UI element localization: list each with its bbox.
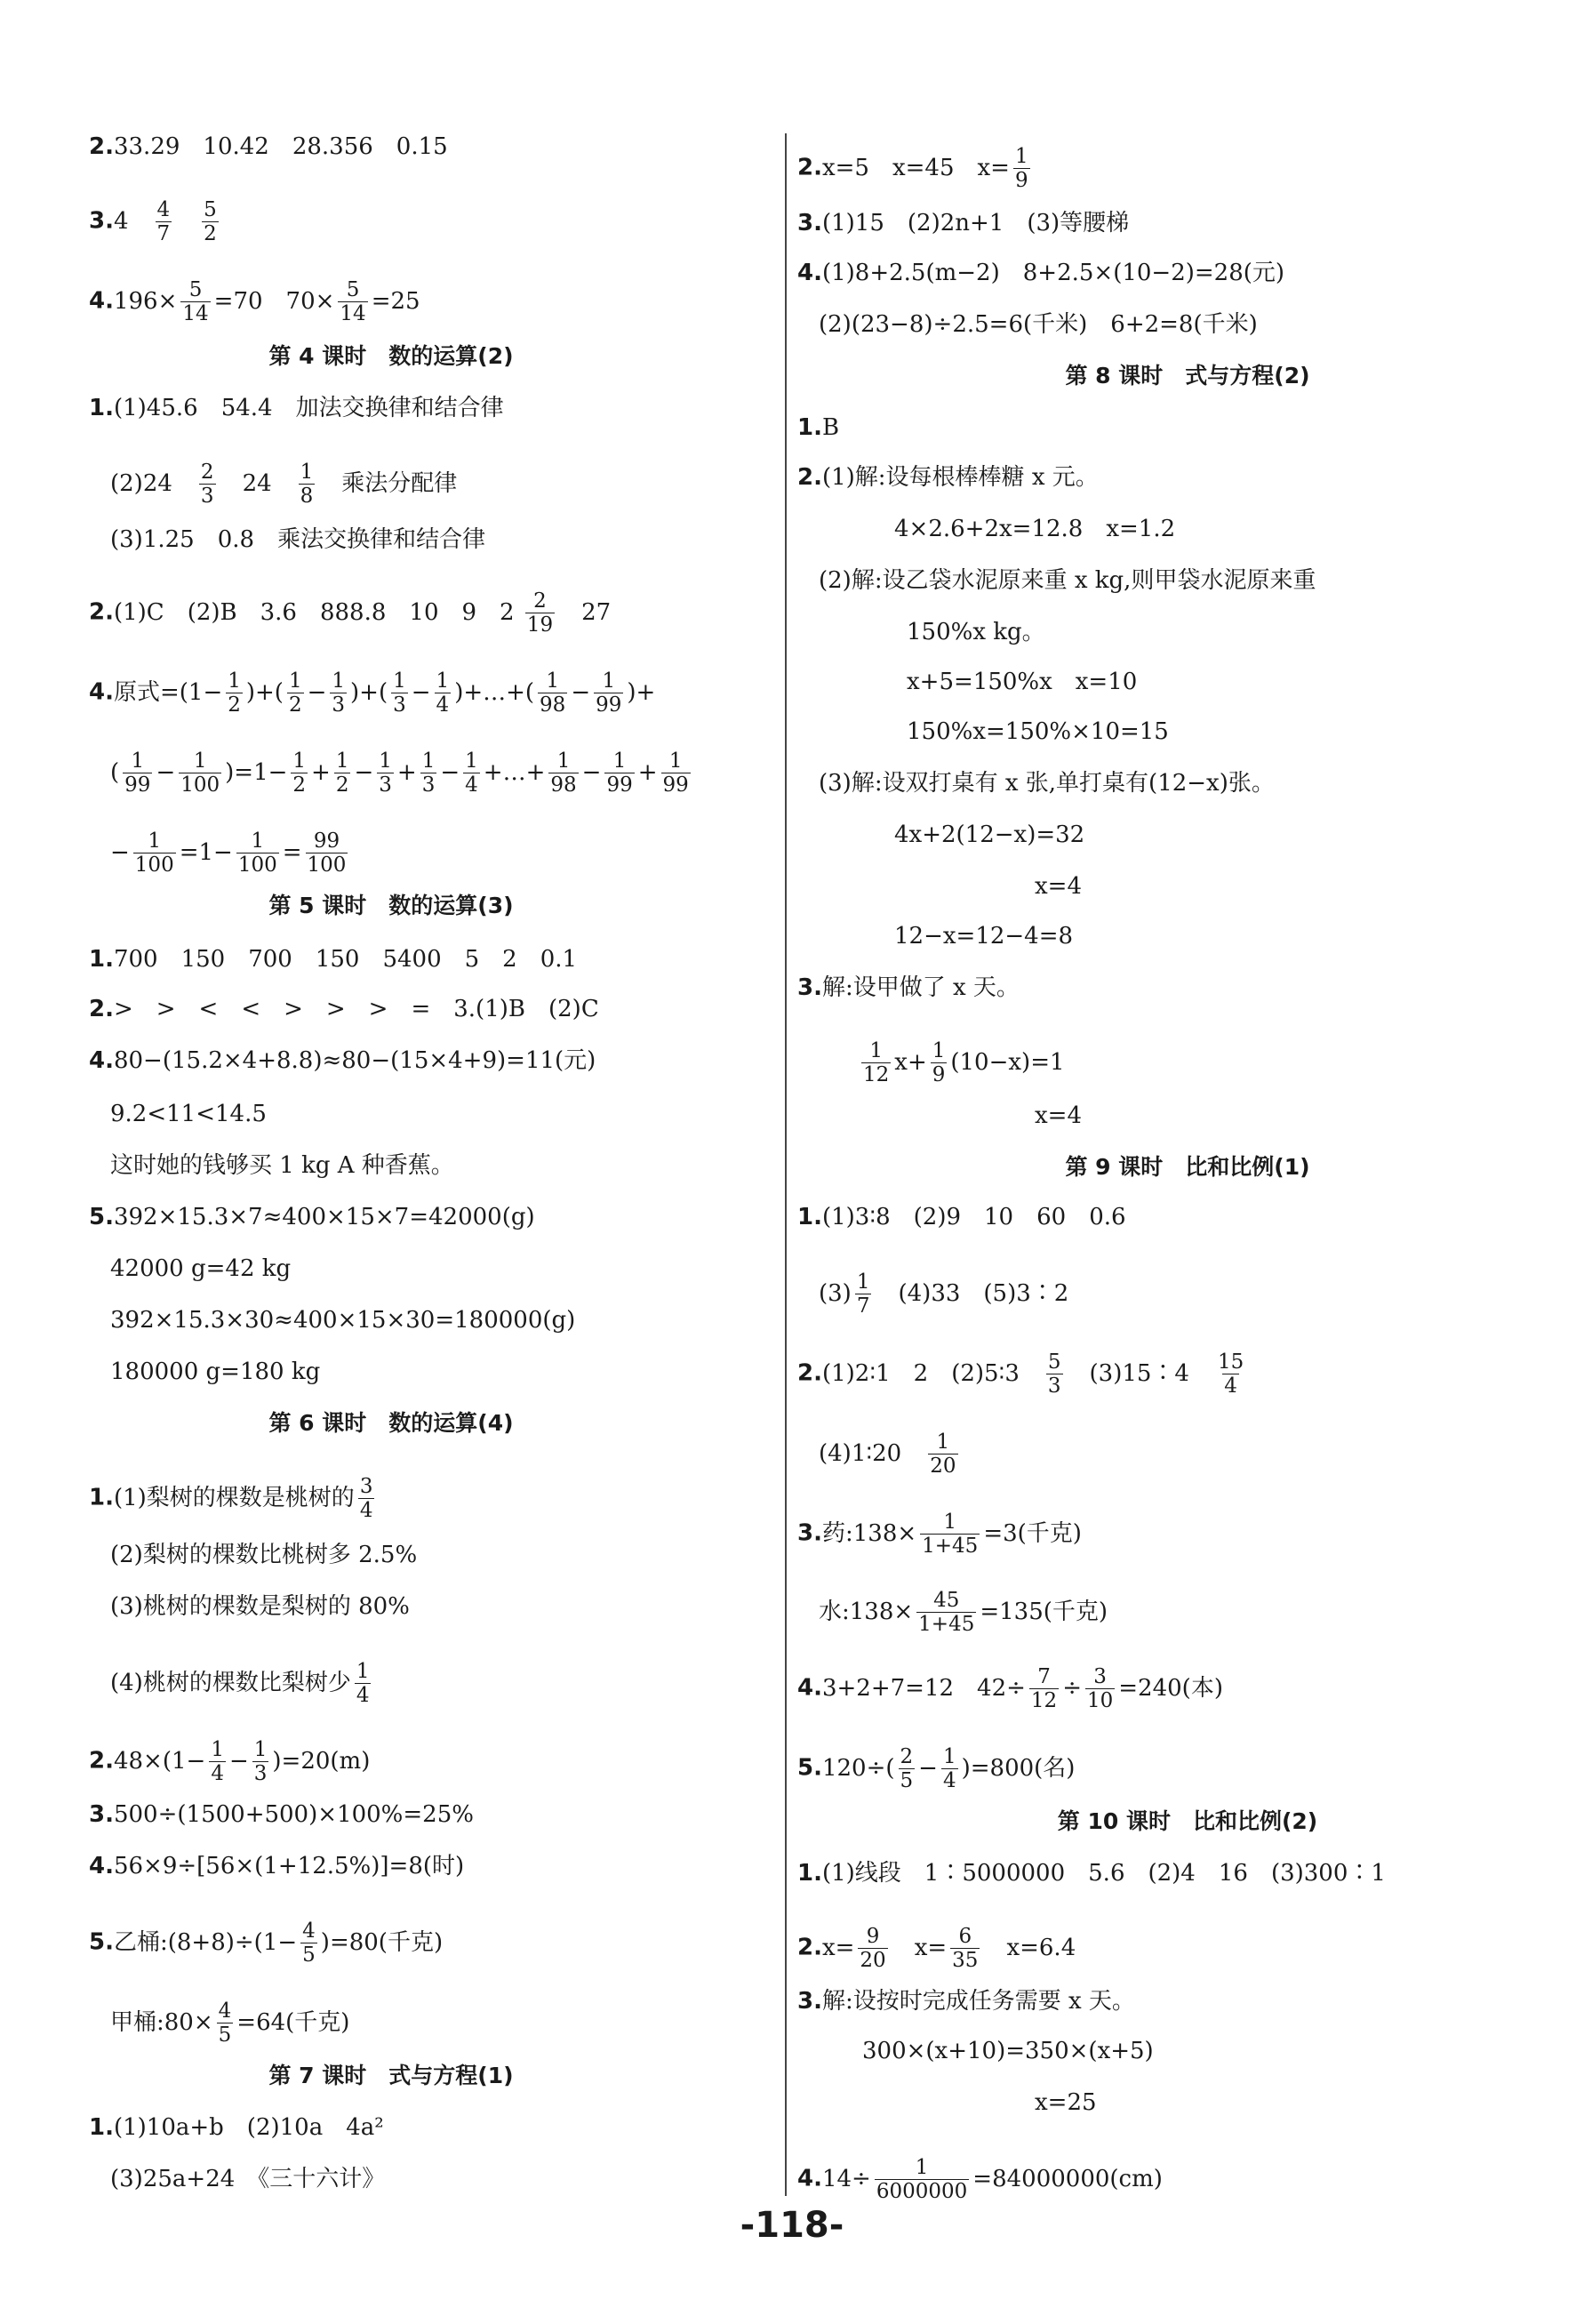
answer-line (819, 569, 1316, 592)
fraction: $\frac{1}{9}$ (1014, 145, 1028, 193)
answer-line (797, 2157, 1163, 2202)
answer-text: 原式=(1− $\frac{1}{2}$ )+( $\frac{1}{2}$ − $\frac{1}{3}$ )+( $\frac{1}{3}$ − $\frac{1}{4}$ )+…+( $\frac{1}{98}$ − $\frac{1}{99}$ )+ (113, 669, 656, 717)
question-number: 4. (797, 2165, 822, 2192)
answer-line (89, 1049, 596, 1072)
answer-text: (3)1.25 0.8 乘法交换律和结合律 (110, 526, 486, 553)
answer-text: (1)线段 1∶5000000 5.6 (2)4 16 (3)300∶1 (821, 1860, 1386, 1887)
answer-text: ( $\frac{1}{99}$ − $\frac{1}{100}$ )=1− $\frac{1}{2}$ + $\frac{1}{2}$ − $\frac{1}{3}$ + $\frac{1}{3}$ − $\frac{1}{4}$ +…+ $\frac{1}{98}$ − $\frac{1}{99}$ + $\frac{1}{99}$ (110, 749, 689, 797)
answer-line (797, 1862, 1386, 1885)
fraction: $\frac{1}{100}$ (237, 829, 277, 878)
answer-text: (1)解:设每根棒棒糖 x 元。 (821, 464, 1099, 491)
answer-line (89, 1803, 474, 1826)
answer-line (89, 1476, 378, 1521)
fraction: $\frac{1}{99}$ (124, 749, 151, 797)
answer-text: (4)桃树的棵数比梨树少 $\frac{1}{4}$ (110, 1660, 370, 1708)
answer-text: (1)15 (2)2n+1 (3)等腰梯 (821, 210, 1130, 236)
question-number: 2. (89, 133, 114, 160)
answer-line (797, 1926, 1076, 1971)
question-number: 4. (89, 678, 114, 706)
answer-line (797, 146, 1034, 191)
fraction: $\frac{45}{1+45}$ (918, 1589, 975, 1637)
fraction: $\frac{1}{3}$ (332, 669, 346, 717)
answer-line (1035, 875, 1082, 898)
answer-text: (1)8+2.5(m−2) 8+2.5×(10−2)=28(元) (821, 260, 1285, 286)
fraction: $\frac{1}{4}$ (942, 1745, 956, 1793)
answer-line (819, 313, 1258, 336)
answer-text: (3) $\frac{1}{7}$ (4)33 (5)3∶2 (819, 1270, 1069, 1318)
question-number: 3. (89, 1801, 114, 1828)
fraction: $\frac{1}{98}$ (540, 669, 566, 717)
answer-text: (3)25a+24 《三十六计》 (110, 2166, 386, 2192)
question-number: 4. (797, 260, 822, 286)
answer-line (89, 1206, 535, 1229)
question-number: 3. (797, 210, 822, 236)
fraction: $\frac{1}{98}$ (550, 749, 577, 797)
answer-line (797, 1511, 1082, 1557)
answer-line (110, 2168, 385, 2191)
answer-text: 300×(x+10)=350×(x+5) (862, 2038, 1154, 2064)
answer-text: $\frac{1}{12}$ x+ $\frac{1}{9}$ (10−x)=1 (863, 1039, 1065, 1087)
answer-line (110, 528, 485, 551)
answer-text: 42000 g=42 kg (110, 1255, 292, 1282)
answer-line (110, 461, 457, 507)
answer-text: 4 $\frac{4}{7}$ $\frac{5}{2}$ (113, 198, 217, 246)
question-number: 3. (797, 1519, 822, 1547)
question-number: 3. (797, 974, 822, 1001)
answer-line (110, 830, 351, 876)
section-heading: 第 6 课时 数的运算(4) (268, 1410, 514, 1436)
answer-line (110, 750, 694, 796)
fraction: $\frac{4}{5}$ (218, 1999, 232, 2048)
fraction: $\frac{9}{20}$ (860, 1925, 886, 1973)
question-number: 1. (797, 1204, 822, 1230)
question-number: 2. (797, 464, 822, 491)
answer-line (89, 135, 448, 158)
answer-line (797, 1351, 1249, 1397)
answer-text: 解:设甲做了 x 天。 (821, 974, 1020, 1001)
answer-line (110, 1543, 417, 1567)
answer-line (89, 2116, 384, 2139)
fraction: $\frac{1}{7}$ (856, 1270, 870, 1318)
answer-text: 甲桶:80× $\frac{4}{5}$ =64(千克) (110, 1999, 350, 2048)
answer-text: 500÷(1500+500)×100%=25% (113, 1801, 474, 1828)
answer-text: (1)2∶1 2 (2)5∶3 $\frac{5}{3}$ (3)15∶4 $\frac{15}{4}$ (821, 1350, 1244, 1398)
answer-text: 33.29 10.42 28.356 0.15 (113, 133, 448, 160)
fraction: $\frac{2}{5}$ (900, 1745, 914, 1793)
answer-text: 48×(1− $\frac{1}{4}$ − $\frac{1}{3}$ )=20(m) (113, 1738, 371, 1786)
fraction: $\frac{1}{9}$ (932, 1039, 946, 1087)
fraction: $\frac{1}{4}$ (211, 1738, 224, 1786)
answer-line (907, 670, 1137, 693)
fraction: $\frac{4}{7}$ (156, 198, 171, 246)
answer-text: 120÷( $\frac{2}{5}$ − $\frac{1}{4}$ )=800(名) (821, 1745, 1076, 1793)
question-number: 5. (89, 1204, 114, 1230)
fraction: $\frac{1}{3}$ (421, 749, 436, 797)
fraction: $\frac{1}{6000000}$ (876, 2156, 968, 2204)
answer-text: x=4 (1035, 1102, 1082, 1129)
answer-line (89, 199, 222, 244)
section-heading: 第 5 课时 数的运算(3) (268, 893, 514, 918)
answer-text: 392×15.3×30≈400×15×30=180000(g) (110, 1307, 576, 1334)
answer-text: x=25 (1035, 2089, 1097, 2116)
answer-text: 150%x=150%×10=15 (907, 718, 1169, 745)
answer-line (110, 1595, 410, 1618)
answer-text: > > < < > > > = 3.(1)B (2)C (113, 996, 599, 1022)
fraction: $\frac{1}{99}$ (606, 749, 633, 797)
answer-text: x=4 (1035, 873, 1082, 900)
fraction: $\frac{1}{99}$ (662, 749, 689, 797)
answer-line (110, 1661, 374, 1706)
answer-text: 9.2<11<14.5 (110, 1101, 267, 1127)
fraction: $\frac{1}{12}$ (863, 1039, 890, 1087)
answer-text: 4×2.6+2x=12.8 x=1.2 (894, 516, 1176, 542)
answer-text: 这时她的钱够买 1 kg A 种香蕉。 (110, 1152, 454, 1179)
answer-text: 196× $\frac{5}{14}$ =70 70× $\frac{5}{14}$ =25 (113, 278, 420, 326)
fraction: $\frac{7}{12}$ (1030, 1665, 1058, 1713)
page-number: -118- (740, 2205, 844, 2246)
answer-line (819, 1271, 1068, 1317)
answer-text: 解:设按时完成任务需要 x 天。 (821, 1988, 1135, 2015)
answer-line (797, 261, 1284, 284)
answer-text: x+5=150%x x=10 (907, 669, 1138, 695)
fraction: $\frac{1}{3}$ (253, 1738, 268, 1786)
answer-line (797, 1666, 1223, 1711)
answer-line (110, 1360, 320, 1383)
answer-line (110, 1102, 267, 1126)
answer-line (819, 1431, 962, 1477)
answer-text: (3)桃树的棵数是梨树的 80% (110, 1593, 410, 1620)
question-number: 3. (89, 207, 114, 235)
fraction: $\frac{1}{2}$ (335, 749, 349, 797)
answer-line (89, 590, 611, 636)
answer-line (110, 2000, 349, 2046)
fraction: $\frac{99}{100}$ (307, 829, 347, 878)
answer-line (89, 948, 577, 971)
question-number: 5. (89, 1928, 114, 1956)
fraction: $\frac{1}{3}$ (393, 669, 406, 717)
answer-line (894, 823, 1084, 846)
answer-line (858, 1040, 1065, 1086)
fraction: $\frac{1}{2}$ (292, 749, 307, 797)
fraction: $\frac{4}{5}$ (302, 1919, 316, 1967)
answer-line (1035, 1104, 1082, 1127)
question-number: 1. (89, 1484, 114, 1511)
fraction: $\frac{1}{100}$ (134, 829, 174, 878)
answer-line (110, 1257, 291, 1280)
answer-text: 4x+2(12−x)=32 (894, 821, 1085, 848)
answer-text: 药:138× $\frac{1}{1+45}$ =3(千克) (821, 1511, 1082, 1559)
fraction: $\frac{1}{20}$ (930, 1430, 956, 1479)
answer-line (89, 998, 599, 1021)
answer-text: 3+2+7=12 42÷ $\frac{7}{12}$ ÷ $\frac{3}{10}$ =240(本) (821, 1665, 1223, 1713)
answer-text: 700 150 700 150 5400 5 2 0.1 (113, 946, 578, 973)
question-number: 1. (89, 2114, 114, 2141)
fraction: $\frac{1}{1+45}$ (922, 1511, 979, 1559)
answer-line (110, 1309, 575, 1332)
answer-line (1035, 2091, 1097, 2114)
answer-line (797, 212, 1129, 235)
question-number: 1. (89, 395, 114, 421)
answer-text: (1)10a+b (2)10a 4a² (113, 2114, 384, 2141)
fraction: $\frac{1}{4}$ (356, 1660, 370, 1708)
question-number: 1. (797, 414, 822, 441)
section-heading: 第 8 课时 式与方程(2) (1065, 363, 1310, 389)
question-number: 4. (89, 1853, 114, 1879)
fraction: $\frac{1}{2}$ (228, 669, 241, 717)
question-number: 2. (89, 1747, 114, 1775)
fraction: $\frac{1}{100}$ (180, 749, 220, 797)
answer-text: (1)梨树的棵数是桃树的 $\frac{3}{4}$ (113, 1475, 373, 1523)
section-heading: 第 10 课时 比和比例(2) (1057, 1808, 1318, 1834)
answer-text: − $\frac{1}{100}$ =1− $\frac{1}{100}$ = $\frac{99}{100}$ (110, 829, 347, 878)
fraction: $\frac{1}{8}$ (300, 461, 314, 509)
question-number: 2. (797, 154, 822, 181)
fraction: $\frac{1}{4}$ (436, 669, 450, 717)
answer-text: 392×15.3×7≈400×15×7=42000(g) (113, 1204, 535, 1230)
answer-line (797, 416, 839, 439)
question-number: 2. (797, 1359, 822, 1387)
question-number: 1. (89, 946, 114, 973)
section-heading: 第 7 课时 式与方程(1) (268, 2063, 514, 2088)
answer-text: B (821, 414, 840, 441)
answer-line (819, 1590, 1108, 1635)
answer-text: 14÷ $\frac{1}{6000000}$ =84000000(cm) (821, 2156, 1163, 2204)
answer-text: 12−x=12−4=8 (894, 923, 1074, 950)
answer-line (797, 1990, 1135, 2013)
answer-line (862, 2040, 1154, 2063)
question-number: 4. (89, 1047, 114, 1074)
question-number: 4. (89, 287, 114, 315)
answer-text: 150%x kg。 (907, 619, 1045, 645)
answer-line (907, 621, 1045, 644)
answer-line (797, 1746, 1075, 1791)
answer-text: 水:138× $\frac{45}{1+45}$ =135(千克) (819, 1589, 1108, 1637)
question-number: 3. (797, 1988, 822, 2015)
answer-line (894, 925, 1073, 948)
answer-text: (3)解:设双打桌有 x 张,单打桌有(12−x)张。 (819, 770, 1275, 797)
answer-line (89, 1739, 370, 1784)
question-number: 1. (797, 1860, 822, 1887)
answer-text: 乙桶:(8+8)÷(1− $\frac{4}{5}$ )=80(千克) (113, 1919, 444, 1967)
question-number: 4. (797, 1674, 822, 1702)
fraction: $\frac{1}{99}$ (596, 669, 622, 717)
answer-line (110, 1154, 454, 1177)
fraction: $\frac{3}{4}$ (359, 1475, 373, 1523)
answer-line (797, 466, 1099, 489)
answer-line (89, 279, 420, 325)
answer-text: 56×9÷[56×(1+12.5%)]=8(时) (113, 1853, 465, 1879)
fraction: $\frac{5}{14}$ (182, 278, 209, 326)
answer-line (89, 1855, 464, 1878)
fraction: $\frac{1}{3}$ (379, 749, 392, 797)
answer-line (894, 517, 1175, 541)
question-number: 5. (797, 1754, 822, 1782)
fraction: $\frac{1}{2}$ (288, 669, 302, 717)
fraction: $\frac{5}{3}$ (1047, 1350, 1061, 1398)
column-divider (785, 133, 787, 2196)
question-number: 2. (797, 1934, 822, 1961)
answer-text: (1)45.6 54.4 加法交换律和结合律 (113, 395, 504, 421)
answer-text: (4)1∶20 $\frac{1}{20}$ (819, 1430, 956, 1479)
answer-line (797, 1206, 1126, 1229)
fraction: $\frac{6}{35}$ (952, 1925, 979, 1973)
fraction: $\frac{5}{2}$ (204, 198, 217, 246)
answer-text: 80−(15.2×4+8.8)≈80−(15×4+9)=11(元) (113, 1047, 596, 1074)
answer-text: (1)3∶8 (2)9 10 60 0.6 (821, 1204, 1126, 1230)
fraction: $\frac{3}{10}$ (1086, 1665, 1114, 1713)
section-heading: 第 4 课时 数的运算(2) (268, 343, 514, 369)
answer-text: (1)C (2)B 3.6 888.8 10 9 2 $\frac{2}{19}$ 27 (113, 589, 612, 637)
answer-line (907, 720, 1169, 743)
answer-text: 180000 g=180 kg (110, 1358, 321, 1385)
fraction: $\frac{2}{3}$ (200, 461, 214, 509)
fraction: $\frac{15}{4}$ (1217, 1350, 1244, 1398)
answer-line (89, 1920, 443, 1966)
answer-text: (2)24 $\frac{2}{3}$ 24 $\frac{1}{8}$ 乘法分配律 (110, 461, 458, 509)
question-number: 2. (89, 598, 114, 626)
fraction: $\frac{5}{14}$ (340, 278, 366, 326)
answer-line (89, 397, 504, 420)
answer-line (819, 772, 1275, 795)
question-number: 2. (89, 996, 114, 1022)
answer-line (89, 670, 655, 716)
answer-text: (2)(23−8)÷2.5=6(千米) 6+2=8(千米) (819, 311, 1258, 338)
answer-line (797, 976, 1020, 999)
fraction: $\frac{2}{19}$ (526, 589, 554, 637)
section-heading: 第 9 课时 比和比例(1) (1065, 1154, 1310, 1180)
fraction: $\frac{1}{4}$ (465, 749, 478, 797)
answer-text: x=5 x=45 x= $\frac{1}{9}$ (821, 145, 1028, 193)
answer-text: (2)梨树的棵数比桃树多 2.5% (110, 1542, 418, 1568)
answer-text: x= $\frac{9}{20}$ x= $\frac{6}{35}$ x=6.4 (821, 1925, 1076, 1973)
answer-text: (2)解:设乙袋水泥原来重 x kg,则甲袋水泥原来重 (819, 567, 1316, 594)
